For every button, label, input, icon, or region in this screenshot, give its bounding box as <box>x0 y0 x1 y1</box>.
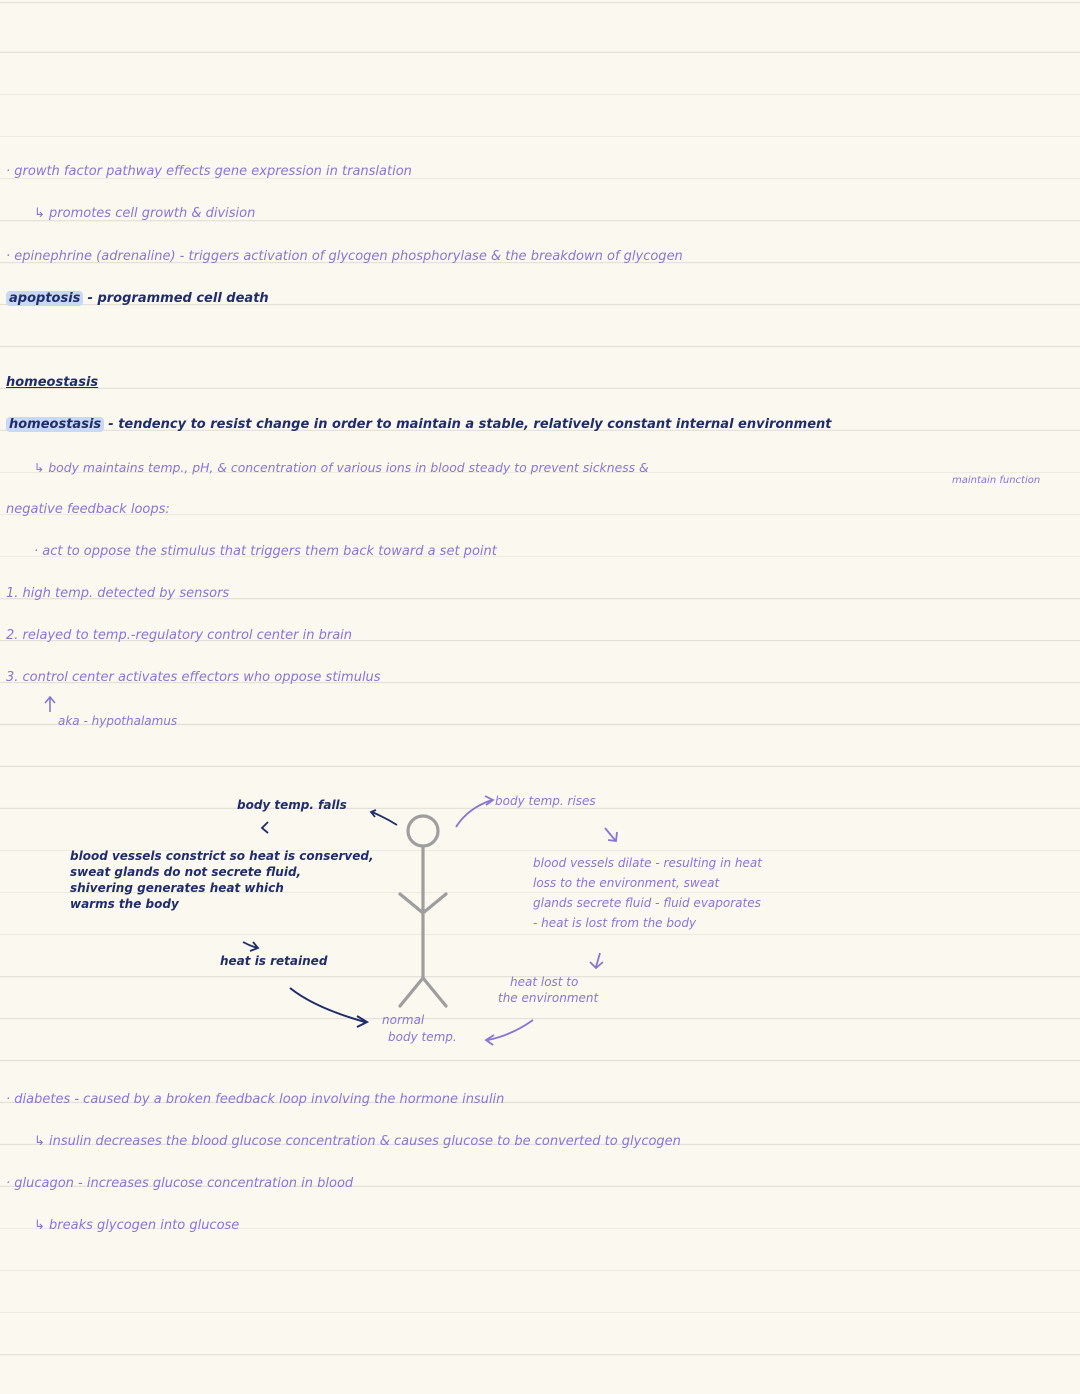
diagram-rises: body temp. rises <box>495 794 596 808</box>
note-growth-factor: · growth factor pathway effects gene expression in translation <box>6 164 412 179</box>
apoptosis-definition: - programmed cell death <box>87 291 269 306</box>
note-act-oppose: · act to oppose the stimulus that triggers them back toward a set point <box>34 544 497 559</box>
arrow-to-heat-lost <box>590 953 603 968</box>
aka-arrow <box>45 697 55 712</box>
note-homeostasis <box>6 415 832 435</box>
diagram-falls: body temp. falls <box>237 798 347 812</box>
step-3: 3. control center activates effectors who oppose stimulus <box>6 670 381 685</box>
step-2: 2. relayed to temp.-regulatory control center in brain <box>6 628 353 643</box>
arrow-retained-to-normal <box>290 988 365 1022</box>
arrow-rises-down <box>605 828 617 841</box>
note-body-maintains: ↳ body maintains temp., pH, & concentration of various ions in blood steady to prevent sickness & <box>34 460 649 475</box>
note-glucagon: · glucagon - increases glucose concentration in blood <box>6 1176 354 1191</box>
arrow-falls-down <box>262 822 268 833</box>
homeostasis-definition: - tendency to resist change in order to maintain a stable, relatively constant internal environment <box>108 417 832 432</box>
arrow-to-normal <box>486 1020 533 1045</box>
note-insulin: ↳ insulin decreases the blood glucose concentration & causes glucose to be converted to glycogen <box>34 1134 681 1149</box>
arrow-head-to-rises <box>456 800 492 827</box>
note-apoptosis <box>6 289 269 309</box>
right-text-line: - heat is lost from the body <box>533 916 697 930</box>
left-text-line: shivering generates heat which <box>70 881 284 895</box>
note-maintain-function: maintain function <box>952 475 1041 486</box>
apoptosis-term: apoptosis <box>6 291 83 306</box>
left-text-line: blood vessels constrict so heat is conserved, <box>70 849 374 863</box>
diagram-normal: normal <box>382 1013 425 1027</box>
right-text-line: blood vessels dilate - resulting in heat <box>533 856 762 870</box>
left-text-line: warms the body <box>70 897 179 911</box>
note-aka: aka - hypothalamus <box>58 714 178 728</box>
diagram-heat-lost-2: the environment <box>498 991 599 1005</box>
right-text-line: glands secrete fluid - fluid evaporates <box>533 896 761 910</box>
step-1: 1. high temp. detected by sensors <box>6 586 230 601</box>
section-heading: homeostasis <box>6 375 99 390</box>
note-negative-feedback: negative feedback loops: <box>6 502 170 517</box>
note-breaks: ↳ breaks glycogen into glucose <box>34 1218 240 1233</box>
right-text-line: loss to the environment, sweat <box>533 876 720 890</box>
stick-figure-icon <box>400 816 446 1006</box>
note-diabetes: · diabetes - caused by a broken feedback loop involving the hormone insulin <box>6 1092 505 1107</box>
diagram-heat-lost: heat lost to <box>510 975 579 989</box>
note-epinephrine: · epinephrine (adrenaline) - triggers activation of glycogen phosphorylase & the breakdown of glycogen <box>6 249 683 264</box>
note-promotes: ↳ promotes cell growth & division <box>34 206 256 221</box>
homeostasis-term: homeostasis <box>6 417 104 432</box>
arrow-to-retained <box>243 942 258 951</box>
arrow-head-to-falls <box>372 812 397 825</box>
diagram-retained: heat is retained <box>220 954 328 968</box>
diagram-normal-2: body temp. <box>388 1030 457 1044</box>
left-text-line: sweat glands do not secrete fluid, <box>70 865 302 879</box>
